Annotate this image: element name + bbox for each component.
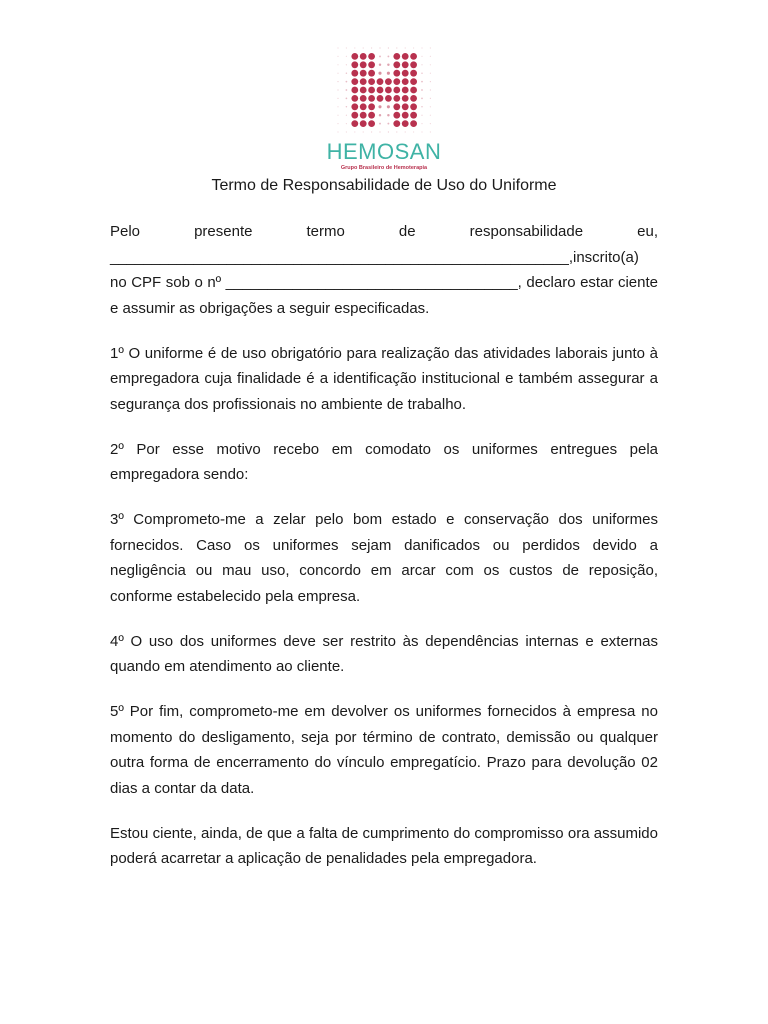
logo-dot-faded <box>413 47 414 48</box>
logo-dot <box>360 120 367 127</box>
logo-dot-faded <box>346 47 347 48</box>
intro-line-1: Pelo presente termo de responsabilidade eu, <box>110 223 658 240</box>
logo-dot <box>351 70 358 77</box>
logo-dot-faded <box>421 56 422 57</box>
logo-dot <box>410 87 417 94</box>
logo-dot-faded <box>387 55 389 57</box>
logo-dot-faded <box>421 106 422 107</box>
logo-dot-faded <box>346 72 347 73</box>
logo-dot-faded <box>379 123 381 125</box>
clause-1: 1º O uniforme é de uso obrigatório para realização das atividades laborais junto à empregadora cuja finalidade é a identificação institucional e também assegurar a segurança dos profissionais no ambiente de trabalho. <box>110 344 658 413</box>
logo-dot <box>360 70 367 77</box>
logo-dot <box>402 120 409 127</box>
logo-dot-faded <box>387 105 390 108</box>
logo-dot-faded <box>337 47 338 48</box>
logo-dot <box>351 78 358 85</box>
logo-dot <box>351 103 358 110</box>
logo-dot <box>402 87 409 94</box>
logo-dot-faded <box>379 47 380 48</box>
logo-dot-faded <box>378 72 381 75</box>
logo <box>0 40 768 172</box>
logo-dot <box>410 53 417 60</box>
logo-dot-faded <box>337 64 338 65</box>
logo-dot-faded <box>430 106 431 107</box>
logo-dot <box>402 95 409 102</box>
logo-dot <box>368 78 375 85</box>
logo-dot <box>351 53 358 60</box>
logo-dot <box>393 53 400 60</box>
logo-dot-faded <box>378 105 381 108</box>
logo-dot <box>410 95 417 102</box>
logo-dot-faded <box>421 89 423 91</box>
logo-dot-faded <box>421 98 423 100</box>
logo-dot-faded <box>354 47 355 48</box>
logo-dot-faded <box>371 47 372 48</box>
logo-dot-faded <box>421 47 422 48</box>
logo-dot-faded <box>421 72 422 73</box>
logo-dot-faded <box>387 72 390 75</box>
logo-dot <box>351 61 358 68</box>
logo-dot <box>402 53 409 60</box>
logo-dot <box>377 78 384 85</box>
logo-dot-faded <box>387 64 389 66</box>
logo-dot <box>393 78 400 85</box>
logo-dot-faded <box>387 114 389 116</box>
logo-dot-faded <box>363 47 364 48</box>
logo-dot-faded <box>346 131 347 132</box>
logo-dot <box>410 103 417 110</box>
logo-dot-faded <box>354 131 355 132</box>
logo-dot-faded <box>346 56 347 57</box>
intro-rest: no CPF sob o nº ___________________________________, declaro estar ciente e assumir as obrigações a seguir especificadas. <box>110 274 658 317</box>
logo-dot-faded <box>421 123 422 124</box>
logo-dot <box>410 70 417 77</box>
logo-dot <box>410 61 417 68</box>
logo-dot-faded <box>337 81 338 82</box>
logo-dot <box>360 95 367 102</box>
logo-dot-faded <box>346 89 348 91</box>
logo-dot-faded <box>337 131 338 132</box>
logo-dot <box>368 61 375 68</box>
logo-dot-faded <box>346 81 348 83</box>
logo-dot-faded <box>430 89 431 90</box>
logo-dot <box>360 53 367 60</box>
clause-2: 2º Por esse motivo recebo em comodato os uniformes entregues pela empregadora sendo: <box>110 440 658 483</box>
logo-dot-faded <box>346 98 348 100</box>
logo-dot-faded <box>337 73 338 74</box>
logo-dot-faded <box>421 81 423 83</box>
logo-dot-faded <box>405 47 406 48</box>
logo-dot-faded <box>430 73 431 74</box>
logo-dot-faded <box>337 123 338 124</box>
logo-dot <box>360 61 367 68</box>
logo-dot <box>402 112 409 119</box>
logo-dot <box>393 61 400 68</box>
logo-dot-faded <box>379 131 380 132</box>
logo-dot <box>377 95 384 102</box>
logo-dot <box>393 95 400 102</box>
logo-dot <box>385 78 392 85</box>
logo-dot <box>351 112 358 119</box>
logo-dot-faded <box>421 64 422 65</box>
logo-dot-faded <box>396 131 397 132</box>
logo-dot <box>368 87 375 94</box>
logo-dot <box>393 120 400 127</box>
logo-dot <box>360 78 367 85</box>
logo-dot-faded <box>430 98 431 99</box>
logo-dot-faded <box>346 115 347 116</box>
logo-dot-faded <box>430 131 431 132</box>
logo-dot <box>368 70 375 77</box>
intro-line-2: _______________________________________________________,inscrito(a) <box>110 248 639 266</box>
logo-dot-faded <box>379 55 381 57</box>
logo-dot <box>368 112 375 119</box>
logo-dot <box>402 70 409 77</box>
logo-dot <box>351 120 358 127</box>
logo-dot <box>402 103 409 110</box>
logo-dot-faded <box>337 89 338 90</box>
logo-dot-faded <box>337 115 338 116</box>
clause-4: 4º O uso dos uniformes deve ser restrito às dependências internas e externas quando em atendimento ao cliente. <box>110 632 658 675</box>
logo-dot <box>368 120 375 127</box>
logo-dot-faded <box>387 123 389 125</box>
logo-dot-faded <box>337 106 338 107</box>
logo-dot <box>368 95 375 102</box>
logo-dot <box>410 112 417 119</box>
logo-dot <box>393 87 400 94</box>
clause-3: 3º Comprometo-me a zelar pelo bom estado e conservação dos uniformes fornecidos. Caso os uniformes sejam danificados ou perdidos devido a negligência ou mau uso, concordo em arcar com os custos de reposição, conforme estabelecido pela empresa. <box>110 511 658 605</box>
logo-dot-faded <box>346 106 347 107</box>
logo-dot <box>360 112 367 119</box>
logo-dot-faded <box>421 115 422 116</box>
logo-dot-faded <box>430 115 431 116</box>
logo-dot-faded <box>363 131 364 132</box>
logo-dot <box>377 87 384 94</box>
logo-dot-faded <box>396 47 397 48</box>
logo-dot <box>410 78 417 85</box>
logo-dot <box>368 103 375 110</box>
logo-dot <box>385 87 392 94</box>
logo-dot-faded <box>337 56 338 57</box>
logo-dot-faded <box>430 81 431 82</box>
brand-name: HEMOSAN <box>326 139 442 164</box>
closing-statement: Estou ciente, ainda, de que a falta de cumprimento do compromisso ora assumido poderá acarretar a aplicação de penalidades pela empregadora. <box>110 824 658 867</box>
logo-dot <box>402 61 409 68</box>
logo-dot <box>360 103 367 110</box>
logo-dot <box>410 120 417 127</box>
brand-tagline: Grupo Brasileiro de Hemoterapia <box>340 165 428 171</box>
logo-dot-faded <box>421 131 422 132</box>
logo-dot <box>393 70 400 77</box>
clause-5: 5º Por fim, comprometo-me em devolver os uniformes fornecidos à empresa no momento do desligamento, seja por término de contrato, demissão ou qualquer outra forma de encerramento do vínculo empregatício. Prazo para devolução 02 dias a contar da data. <box>110 703 658 797</box>
logo-dot <box>393 103 400 110</box>
logo-dot-faded <box>430 56 431 57</box>
logo-dot <box>385 95 392 102</box>
logo-dot-faded <box>430 47 431 48</box>
document-body <box>110 219 658 891</box>
logo-dot-faded <box>379 64 381 66</box>
logo-dot-faded <box>379 114 381 116</box>
hemosan-h-dot-logo-icon <box>329 40 439 140</box>
logo-dot <box>351 87 358 94</box>
logo-dot-faded <box>430 64 431 65</box>
logo-dot-faded <box>413 131 414 132</box>
logo-dot-faded <box>388 131 389 132</box>
logo-dot <box>402 78 409 85</box>
logo-dot <box>368 53 375 60</box>
logo-dot-faded <box>371 131 372 132</box>
document-title: Termo de Responsabilidade de Uso do Uniforme <box>211 177 557 194</box>
logo-dot-faded <box>388 47 389 48</box>
logo-dot-faded <box>346 64 347 65</box>
logo-dot-faded <box>405 131 406 132</box>
logo-dot-faded <box>346 123 347 124</box>
logo-dot <box>393 112 400 119</box>
logo-dot-faded <box>430 123 431 124</box>
logo-dot <box>351 95 358 102</box>
logo-dot <box>360 87 367 94</box>
logo-dot-faded <box>337 98 338 99</box>
